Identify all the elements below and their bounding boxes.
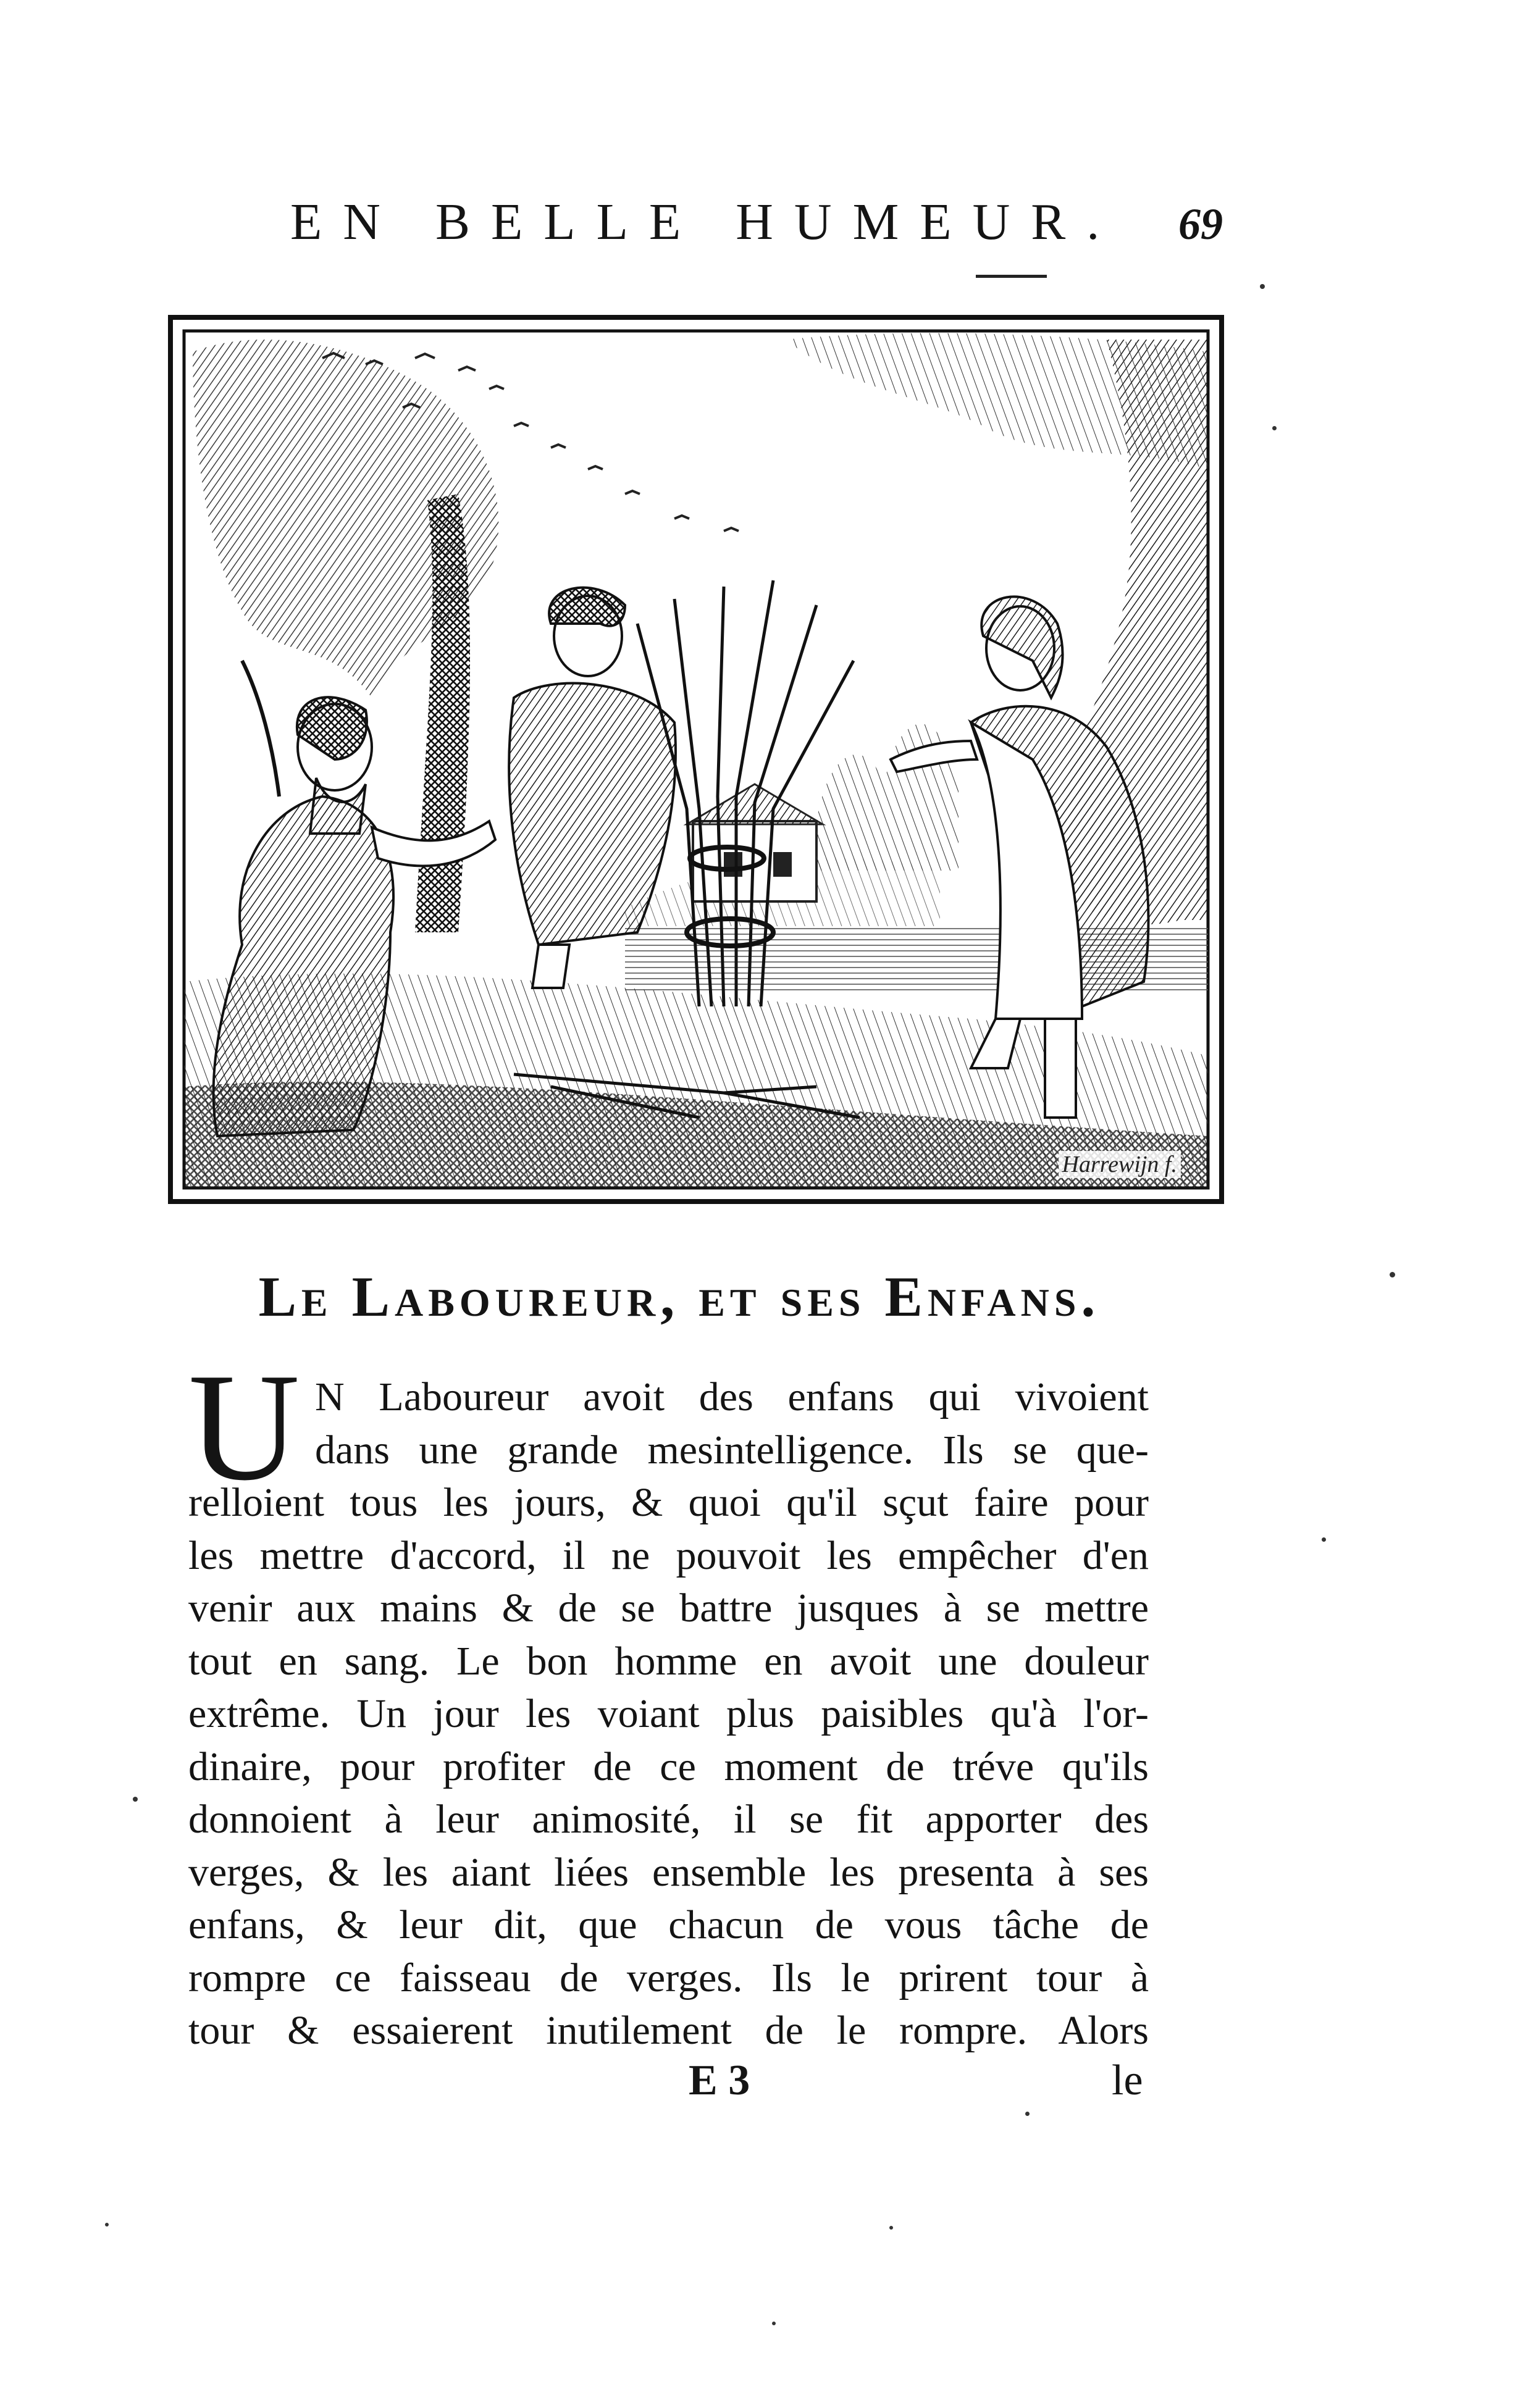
scan-speck [1260,284,1265,289]
scan-speck [1025,2112,1030,2116]
body-line-4: les mettre d'accord, il ne pouvoit les empêcher d'en [188,1532,1149,1578]
scan-speck [889,2226,893,2230]
scan-speck [1322,1537,1326,1542]
page-number: 69 [1178,199,1223,249]
body-line-12: rompre ce faisseau de verges. Ils le prirent tour à [188,1955,1149,2000]
body-line-10: verges, & les aiant liées ensemble les presenta à ses [188,1849,1149,1895]
engraving-scene [168,315,1224,1204]
engraver-signature: Harrewijn f. [1059,1151,1181,1178]
signature-mark: E 3 [689,2057,750,2104]
body-line-1: N Laboureur avoit des enfans qui vivoient [315,1374,1149,1419]
body-line-9: donnoient à leur animosité, il se fit apporter des [188,1797,1149,1842]
running-head [290,188,1223,256]
body-line-2: dans une grande mesintelligence. Ils se que- [315,1427,1149,1473]
body-line-6: tout en sang. Le bon homme en avoit une douleur [188,1638,1149,1684]
body-line-8: dinaire, pour profiter de ce moment de tréve qu'ils [188,1744,1149,1789]
head-rule [976,275,1047,278]
scan-speck [105,2223,109,2226]
scan-speck [133,1797,138,1802]
scan-speck [1272,426,1277,430]
fable-title: Le Laboureur, et ses Enfans. [258,1265,1101,1328]
body-line-5: venir aux mains & de se battre jusques à se mettre [188,1586,1149,1631]
scan-speck [772,2322,776,2325]
scan-speck [1390,1272,1395,1277]
body-line-3: relloient tous les jours, & quoi qu'il sçut faire pour [188,1480,1149,1525]
running-title: EN BELLE HUMEUR. [290,193,1121,251]
body-line-13: tour & essaierent inutilement de le rompre. Alors [188,2008,1149,2053]
catchword: le [1112,2057,1143,2104]
body-line-11: enfans, & leur dit, que chacun de vous tâche de [188,1902,1149,1947]
drop-cap: U [188,1342,300,1513]
engraving-illustration [168,315,1224,1204]
body-line-7: extrême. Un jour les voiant plus paisibles qu'à l'or- [188,1691,1149,1736]
fable-body [188,1342,1149,2057]
